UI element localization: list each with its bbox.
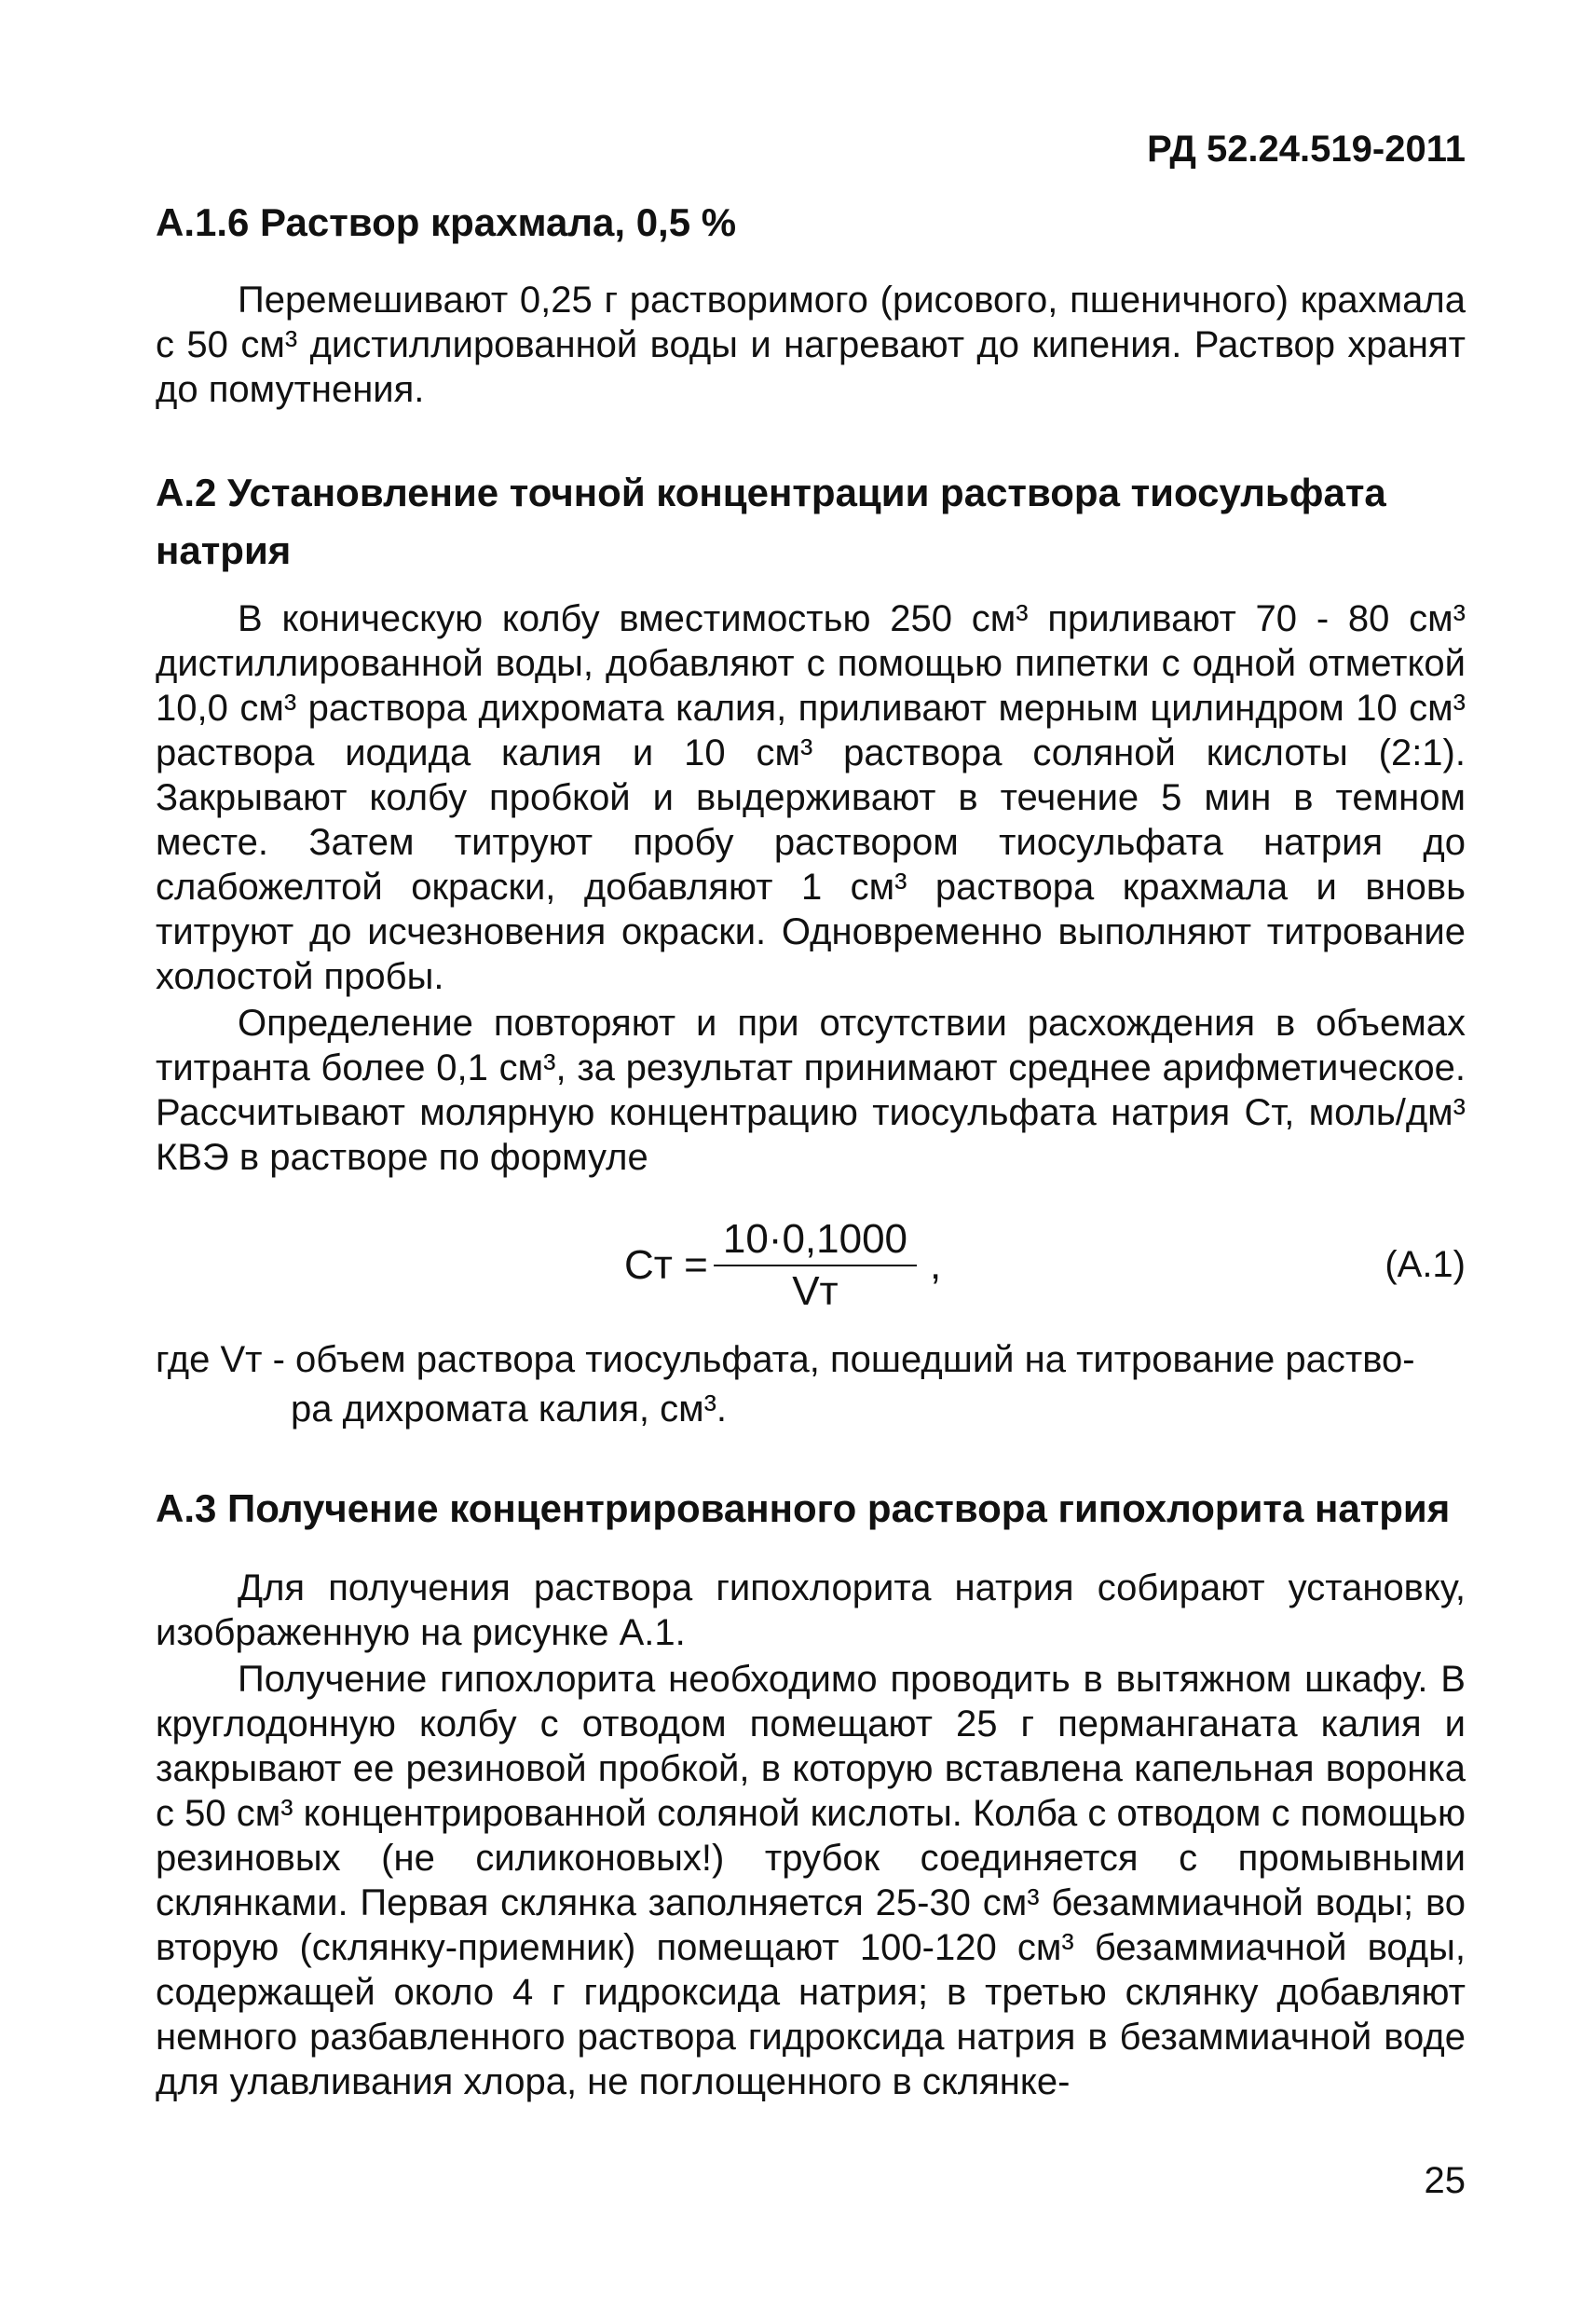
formula-denominator: Vт <box>792 1268 839 1314</box>
equation-number: (А.1) <box>1385 1244 1466 1285</box>
formula-expression <box>624 1216 941 1315</box>
heading-a2: А.2 Установление точной концентрации раствора тиосульфата натрия <box>156 471 1386 572</box>
paragraph-hypochlorite-setup: Для получения раствора гипохлорита натрия собирают установку, изображенную на рисунке А.1. <box>156 1567 1466 1653</box>
formula-fraction <box>714 1216 917 1315</box>
heading-a16: А.1.6 Раствор крахмала, 0,5 % <box>156 200 737 244</box>
document-code: РД 52.24.519-2011 <box>1147 129 1466 170</box>
formula-where-line-2: ра дихромата калия, см³. <box>291 1389 728 1430</box>
heading-a3: А.3 Получение концентрированного раствора гипохлорита натрия <box>156 1486 1451 1530</box>
formula-numerator: 10·0,1000 <box>714 1216 917 1266</box>
formula-comma: , <box>930 1242 942 1288</box>
page-number: 25 <box>1424 2160 1466 2201</box>
paragraph-concentration-calc: Определение повторяют и при отсутствии расхождения в объемах титранта более 0,1 см³, за результат принимают среднее арифметическое. Рассчитывают молярную концентрацию тиосульфата натрия Cт, моль/дм³ КВЭ в растворе по формуле <box>156 1003 1466 1178</box>
formula-a1 <box>0 1216 1596 1319</box>
paragraph-starch-solution: Перемешивают 0,25 г растворимого (рисового, пшеничного) крахмала с 50 см³ дистиллированной воды и нагревают до кипения. Раствор хранят до помутнения. <box>156 280 1466 410</box>
formula-where-line-1: где Vт - объем раствора тиосульфата, пошедший на титрование раство- <box>156 1339 1415 1380</box>
formula-lhs: Cт = <box>624 1242 708 1288</box>
paragraph-titration-procedure: В коническую колбу вместимостью 250 см³ приливают 70 - 80 см³ дистиллированной воды, добавляют с помощью пипетки с одной отметкой 10,0 см³ раствора дихромата калия, приливают мерным цилиндром 10 см³ раствора иодида калия и 10 см³ раствора соляной кислоты (2:1). Закрывают колбу пробкой и выдерживают в течение 5 мин в темном месте. Затем титруют пробу раствором тиосульфата натрия до слабожелтой окраски, добавляют 1 см³ раствора крахмала и вновь титруют до исчезновения окраски. Одновременно выполняют титрование холостой пробы. <box>156 598 1466 997</box>
paragraph-hypochlorite-procedure: Получение гипохлорита необходимо проводить в вытяжном шкафу. В круглодонную колбу с отводом помещают 25 г перманганата калия и закрывают ее резиновой пробкой, в которую вставлена капельная воронка с 50 см³ концентрированной соляной кислоты. Колба с отводом с помощью резиновых (не силиконовых!) трубок соединяется с промывными склянками. Первая склянка заполняется 25-30 см³ безаммиачной воды; во вторую (склянку-приемник) помещают 100-120 см³ безаммиачной воды, содержащей около 4 г гидроксида натрия; в третью склянку добавляют немного разбавленного раствора гидроксида натрия в безаммиачной воде для улавливания хлора, не поглощенного в склянке- <box>156 1659 1466 2102</box>
